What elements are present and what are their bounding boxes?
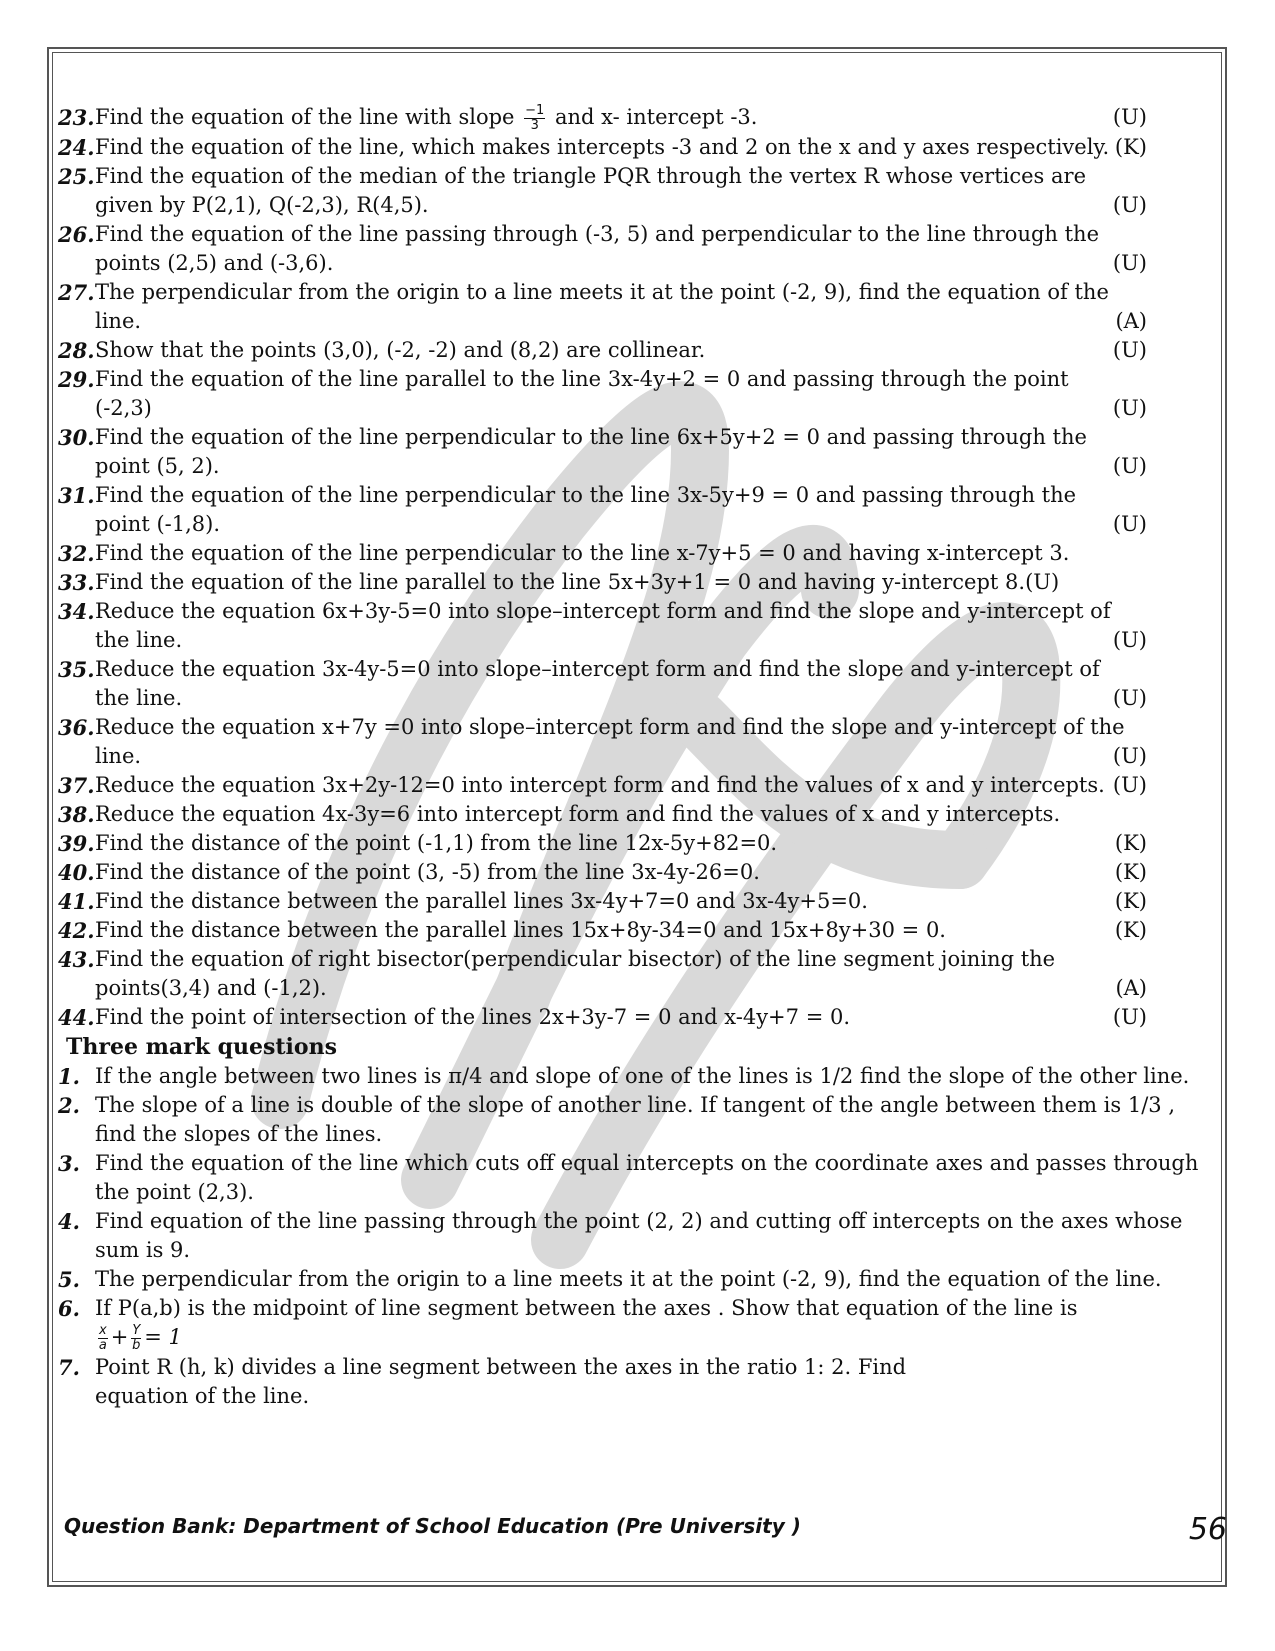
fraction-denominator: a [98, 1338, 107, 1353]
question-number: 4. [58, 1209, 80, 1234]
question-number: 38. [58, 802, 95, 827]
difficulty-tag: (U) [1112, 773, 1147, 797]
question-item [58, 800, 1223, 829]
question-text: Find the equation of the line with slope [95, 105, 515, 129]
question-item [58, 539, 1223, 568]
question-item [58, 1207, 1223, 1265]
plus-sign: + [110, 1325, 129, 1349]
question-item [58, 133, 1223, 162]
difficulty-tag: (K) [1114, 860, 1147, 884]
question-number: 37. [58, 773, 95, 798]
question-list [58, 103, 1223, 1411]
difficulty-tag: (K) [1114, 918, 1147, 942]
question-item [58, 945, 1223, 1003]
difficulty-tag: (U) [1112, 628, 1147, 652]
fraction-numerator: −1 [525, 103, 545, 118]
question-text: Find equation of the line passing through the point (2, 2) and cutting off intercepts on the axes whose sum is 9. [95, 1209, 1183, 1262]
question-text: Find the equation of the line parallel to the line 3x-4y+2 = 0 and passing through the point (-2,3) [95, 367, 1069, 420]
difficulty-tag: (U) [1112, 105, 1147, 129]
difficulty-tag: (K) [1114, 831, 1147, 855]
question-number: 23. [58, 105, 95, 130]
question-text: If P(a,b) is the midpoint of line segment between the axes . Show that equation of the line is [95, 1296, 1078, 1320]
question-text: Find the equation of the line parallel to the line 5x+3y+1 = 0 and having y-intercept 8.(U) [95, 570, 1060, 594]
question-number: 25. [58, 164, 95, 189]
difficulty-tag: (U) [1112, 686, 1147, 710]
question-number: 36. [58, 715, 95, 740]
question-number: 7. [58, 1355, 80, 1380]
question-number: 40. [58, 860, 95, 885]
difficulty-tag: (K) [1114, 889, 1147, 913]
difficulty-tag: (U) [1112, 251, 1147, 275]
question-number: 26. [58, 222, 95, 247]
equals-one: = 1 [144, 1325, 182, 1349]
difficulty-tag: (A) [1115, 309, 1147, 333]
difficulty-tag: (U) [1112, 193, 1147, 217]
question-text: The perpendicular from the origin to a line meets it at the point (-2, 9), find the equation of the line. [95, 1267, 1162, 1291]
question-item [58, 1003, 1223, 1032]
question-item [58, 858, 1223, 887]
section-heading: Three mark questions [66, 1034, 337, 1060]
question-item [58, 220, 1223, 278]
fraction-denominator: b [132, 1338, 141, 1353]
fraction-numerator: Y [132, 1323, 141, 1338]
question-item [58, 1294, 1223, 1353]
question-text: Find the equation of the line which cuts off equal intercepts on the coordinate axes and passes through the point (2,3). [95, 1151, 1199, 1204]
question-item [58, 887, 1223, 916]
fraction [131, 1324, 141, 1353]
question-text: Find the equation of right bisector(perpendicular bisector) of the line segment joining the points(3,4) and (-1,2). [95, 947, 1056, 1000]
question-item [58, 916, 1223, 945]
fraction-denominator: 3 [530, 118, 539, 133]
question-item [58, 1149, 1223, 1207]
question-item [58, 829, 1223, 858]
question-number: 29. [58, 367, 95, 392]
question-text: Reduce the equation x+7y =0 into slope–intercept form and find the slope and y-intercept of the line. [95, 715, 1125, 768]
question-item [58, 1353, 1223, 1411]
question-text: and x- intercept -3. [555, 105, 758, 129]
question-text: Reduce the equation 4x-3y=6 into intercept form and find the values of x and y intercepts. [95, 802, 1061, 826]
question-item [58, 481, 1223, 539]
question-item [58, 1062, 1223, 1091]
difficulty-tag: (U) [1112, 338, 1147, 362]
question-text: Find the distance of the point (3, -5) from the line 3x-4y-26=0. [95, 860, 760, 884]
question-text: Reduce the equation 6x+3y-5=0 into slope–intercept form and find the slope and y-intercept of the line. [95, 599, 1111, 652]
question-text: Reduce the equation 3x-4y-5=0 into slope–intercept form and find the slope and y-intercept of the line. [95, 657, 1100, 710]
question-number: 24. [58, 135, 95, 160]
question-number: 28. [58, 338, 95, 363]
question-number: 35. [58, 657, 95, 682]
question-number: 1. [58, 1064, 80, 1089]
question-text: The perpendicular from the origin to a line meets it at the point (-2, 9), find the equation of the line. [95, 280, 1109, 333]
question-number: 39. [58, 831, 95, 856]
question-item [58, 568, 1223, 597]
difficulty-tag: (K) [1114, 135, 1147, 159]
question-number: 41. [58, 889, 95, 914]
question-item [58, 1091, 1223, 1149]
difficulty-tag: (U) [1112, 454, 1147, 478]
question-number: 3. [58, 1151, 80, 1176]
question-number: 6. [58, 1296, 80, 1321]
equation [95, 1323, 182, 1353]
question-item [58, 771, 1223, 800]
question-text: Find the equation of the line, which makes intercepts -3 and 2 on the x and y axes respectively. [95, 135, 1110, 159]
question-number: 44. [58, 1005, 95, 1030]
question-item [58, 162, 1223, 220]
question-number: 32. [58, 541, 95, 566]
question-text: Find the equation of the line perpendicular to the line x-7y+5 = 0 and having x-intercept 3. [95, 541, 1070, 565]
difficulty-tag: (U) [1112, 396, 1147, 420]
question-item [58, 336, 1223, 365]
fraction [98, 1324, 108, 1353]
question-number: 2. [58, 1093, 80, 1118]
question-item [58, 655, 1223, 713]
question-text: Find the equation of the line passing through (-3, 5) and perpendicular to the line through the points (2,5) and (-3,6). [95, 222, 1100, 275]
question-number: 31. [58, 483, 95, 508]
difficulty-tag: (U) [1112, 1005, 1147, 1029]
footer-text: Question Bank: Department of School Education (Pre University ) [64, 1514, 801, 1538]
question-text: Find the distance between the parallel lines 15x+8y-34=0 and 15x+8y+30 = 0. [95, 918, 946, 942]
question-item [58, 278, 1223, 336]
question-number: 27. [58, 280, 95, 305]
question-item [58, 365, 1223, 423]
question-text: Find the equation of the median of the triangle PQR through the vertex R whose vertices are given by P(2,1), Q(-2,3), R(4,5). [95, 164, 1086, 217]
question-item [58, 1265, 1223, 1294]
difficulty-tag: (U) [1112, 512, 1147, 536]
question-item [58, 423, 1223, 481]
question-number: 34. [58, 599, 95, 624]
question-text: Show that the points (3,0), (-2, -2) and (8,2) are collinear. [95, 338, 706, 362]
page-number: 56 [1188, 1512, 1227, 1547]
question-text: Find the equation of the line perpendicular to the line 6x+5y+2 = 0 and passing through the point (5, 2). [95, 425, 1087, 478]
fraction [524, 104, 545, 133]
question-text: Find the equation of the line perpendicular to the line 3x-5y+9 = 0 and passing through the point (-1,8). [95, 483, 1077, 536]
question-item [58, 103, 1223, 133]
difficulty-tag: (U) [1112, 744, 1147, 768]
question-item [58, 597, 1223, 655]
question-number: 33. [58, 570, 95, 595]
question-text: The slope of a line is double of the slope of another line. If tangent of the angle between them is 1/3 , find the slopes of the lines. [95, 1093, 1176, 1146]
question-number: 30. [58, 425, 95, 450]
question-number: 5. [58, 1267, 80, 1292]
question-number: 43. [58, 947, 95, 972]
fraction-numerator: x [99, 1323, 107, 1338]
question-text: Find the distance of the point (-1,1) from the line 12x-5y+82=0. [95, 831, 778, 855]
question-text: Reduce the equation 3x+2y-12=0 into intercept form and find the values of x and y intercepts. [95, 773, 1105, 797]
difficulty-tag: (A) [1115, 976, 1147, 1000]
question-text: Point R (h, k) divides a line segment between the axes in the ratio 1: 2. Find equation of the line. [95, 1355, 907, 1408]
question-number: 42. [58, 918, 95, 943]
question-text: Find the point of intersection of the lines 2x+3y-7 = 0 and x-4y+7 = 0. [95, 1005, 850, 1029]
question-item [58, 713, 1223, 771]
question-text: Find the distance between the parallel lines 3x-4y+7=0 and 3x-4y+5=0. [95, 889, 868, 913]
question-text: If the angle between two lines is π/4 and slope of one of the lines is 1/2 find the slope of the other line. [95, 1064, 1190, 1088]
